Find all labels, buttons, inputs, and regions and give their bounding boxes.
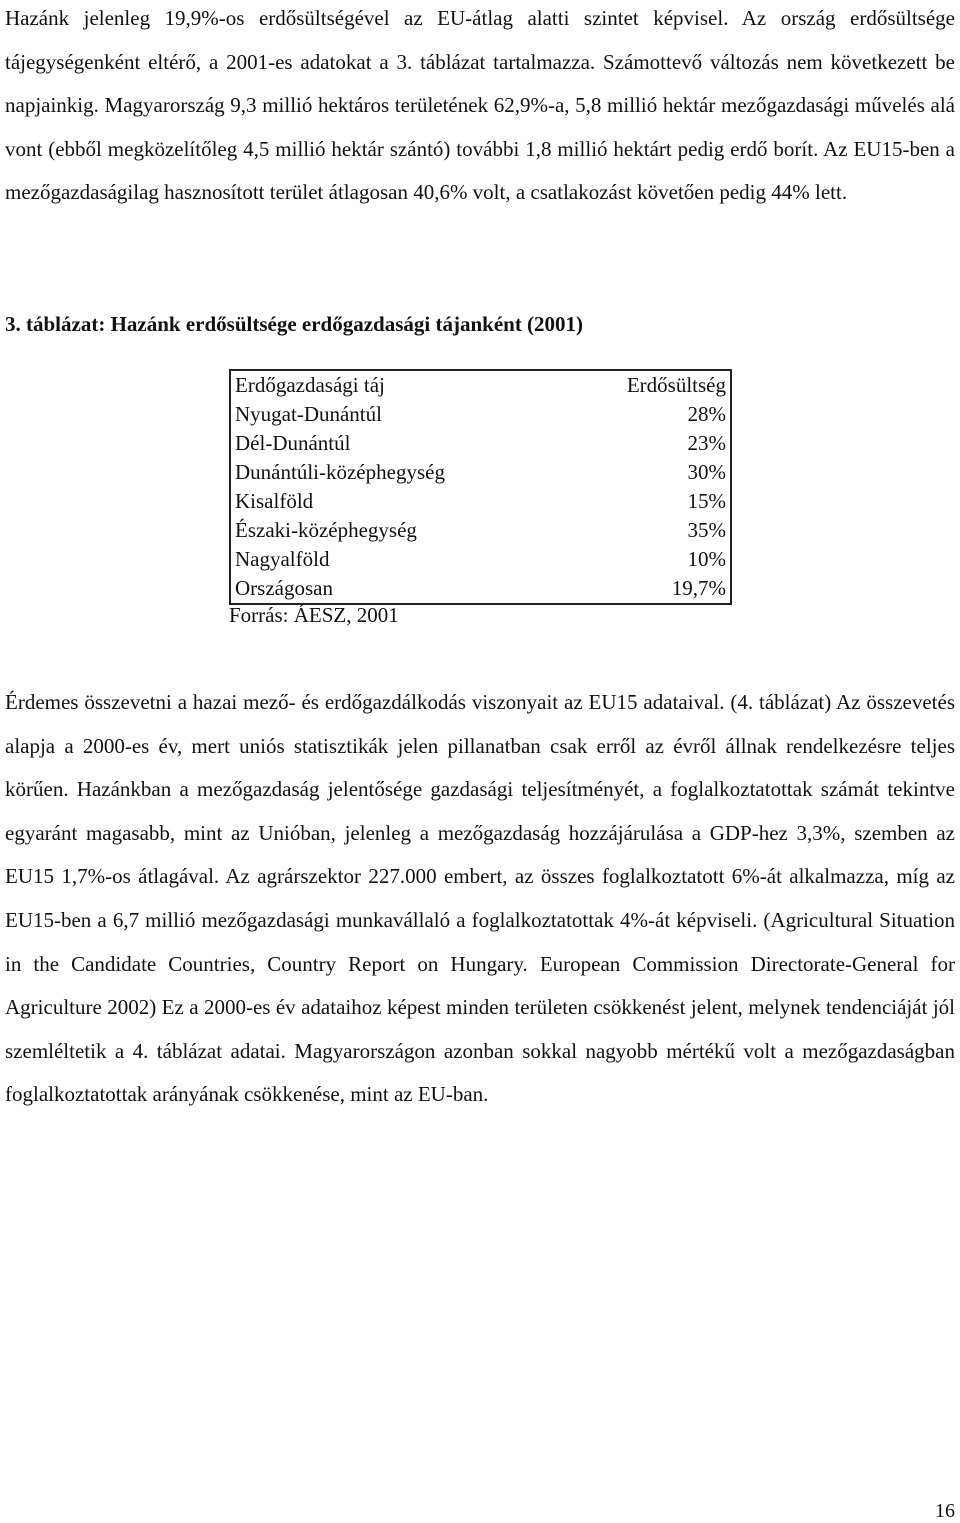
value-cell: 28% — [687, 402, 726, 426]
intro-paragraph: Hazánk jelenleg 19,9%-os erdősültségével az EU-átlag alatti szintet képvisel. Az ország erdősültsége tájegységenként eltérő, a 2001-es adatokat a 3. táblázat tartalmazza. Számottevő változás nem következett be napjainkig. Magyarország 9,3 millió hektáros területének 62,9%-a, 5,8 millió hektár mezőgazdasági művelés alá vont (ebből megközelítőleg 4,5 millió hektár szántó) további 1,8 millió hektárt pedig erdő borít. Az EU15-ben a mezőgazdaságilag hasznosított terület átlagosan 40,6% volt, a csatlakozást követően pedig 44% lett. — [5, 6, 955, 205]
table-row — [230, 516, 731, 545]
header-value: Erdősültség — [626, 373, 726, 397]
value-cell: 10% — [687, 547, 726, 571]
region-cell: Nyugat-Dunántúl — [235, 402, 382, 426]
value-cell: 19,7% — [671, 576, 726, 600]
comparison-paragraph: Érdemes összevetni a hazai mező- és erdőgazdálkodás viszonyait az EU15 adataival. (4. táblázat) Az összevetés alapja a 2000-es év, mert uniós statisztikák jelen pillanatban csak erről az évről állnak rendelkezésre teljes körűen. Hazánkban a mezőgazdaság jelentősége gazdasági teljesítményét, a foglalkoztatottak számát tekintve egyaránt magasabb, mint az Unióban, jelenleg a mezőgazdaság hozzájárulása a GDP-hez 3,3%, szemben az EU15 1,7%-os átlagával. Az agrárszektor 227.000 embert, az összes foglalkoztatott 6%-át alkalmazza, míg az EU15-ben a 6,7 millió mezőgazdasági munkavállaló a foglalkoztatottak 4%-át képviseli. (Agricultural Situation in the Candidate Countries, Country Report on Hungary. European Commission Directorate-General for Agriculture 2002) Ez a 2000-es év adataihoz képest minden területen csökkenést jelent, melynek tendenciáját jól szemléltetik a 4. táblázat adatai. Magyarországon azonban sokkal nagyobb mértékű volt a mezőgazdaságban foglalkoztatottak arányának csökkenése, mint az EU-ban. — [5, 690, 955, 1107]
table-row — [230, 458, 731, 487]
value-cell: 23% — [687, 431, 726, 455]
page-number: 16 — [935, 1500, 955, 1522]
value-cell: 30% — [687, 460, 726, 484]
table-source: Forrás: ÁESZ, 2001 — [229, 603, 399, 627]
region-cell: Északi-középhegység — [235, 518, 417, 542]
region-cell: Kisalföld — [235, 489, 314, 513]
table-caption: 3. táblázat: Hazánk erdősültsége erdőgazdasági tájanként (2001) — [5, 312, 584, 336]
table-header-row — [230, 370, 731, 400]
table-row — [230, 574, 731, 604]
table-row — [230, 429, 731, 458]
value-cell: 35% — [687, 518, 726, 542]
table-row — [230, 545, 731, 574]
table-row — [230, 400, 731, 429]
region-cell: Dunántúli-középhegység — [235, 460, 445, 484]
value-cell: 15% — [687, 489, 726, 513]
table-row — [230, 487, 731, 516]
region-cell: Országosan — [235, 576, 333, 600]
header-region: Erdőgazdasági táj — [235, 373, 385, 397]
region-cell: Nagyalföld — [235, 547, 330, 571]
forest-coverage-table — [229, 369, 732, 605]
region-cell: Dél-Dunántúl — [235, 431, 351, 455]
